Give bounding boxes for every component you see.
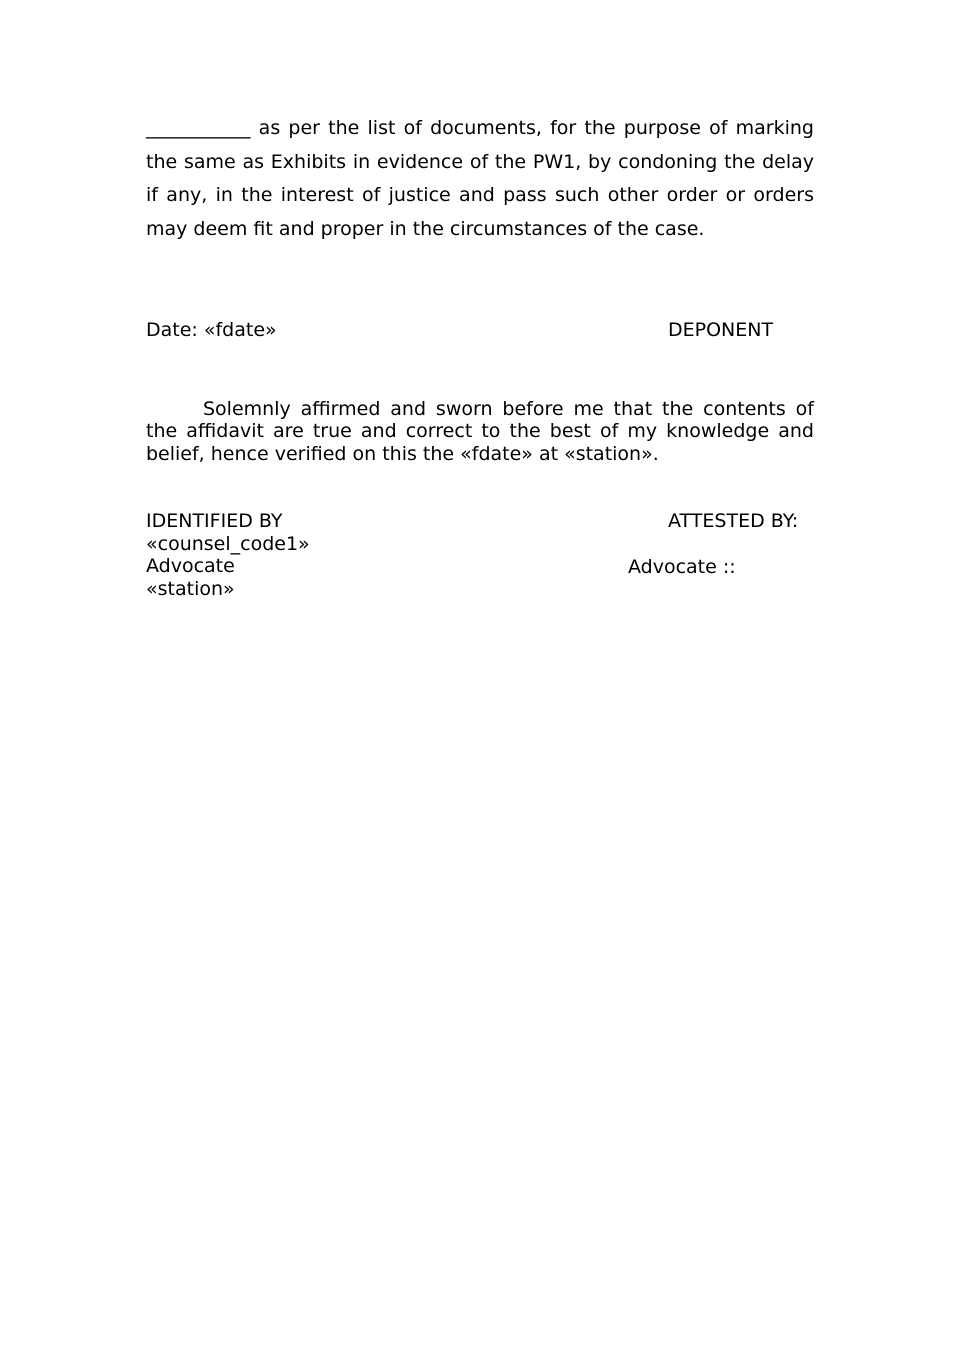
advocate-right-label: Advocate ::	[628, 556, 736, 578]
deponent-label: DEPONENT	[668, 319, 774, 341]
verification-paragraph: Solemnly affirmed and sworn before me that the contents of the affidavit are true and correct to the best of my knowledge and belief, hence verified on this the «fdate» at «station».	[146, 398, 814, 465]
identified-by-label: IDENTIFIED BY	[146, 510, 283, 532]
counsel-code-field: «counsel_code1»	[146, 532, 310, 555]
station-field: «station»	[146, 578, 235, 601]
attested-by-label: ATTESTED BY:	[668, 510, 799, 532]
identified-by-block	[146, 510, 310, 601]
closing-prayer-paragraph: ___________ as per the list of documents, for the purpose of marking the same as Exhibits in evidence of the PW1, by condoning the delay if any, in the interest of justice and pass such other order or orders may deem fit and proper in the circumstances of the case.	[146, 117, 814, 241]
advocate-left-label: Advocate	[146, 555, 235, 578]
date-line: Date: «fdate»	[146, 319, 277, 341]
